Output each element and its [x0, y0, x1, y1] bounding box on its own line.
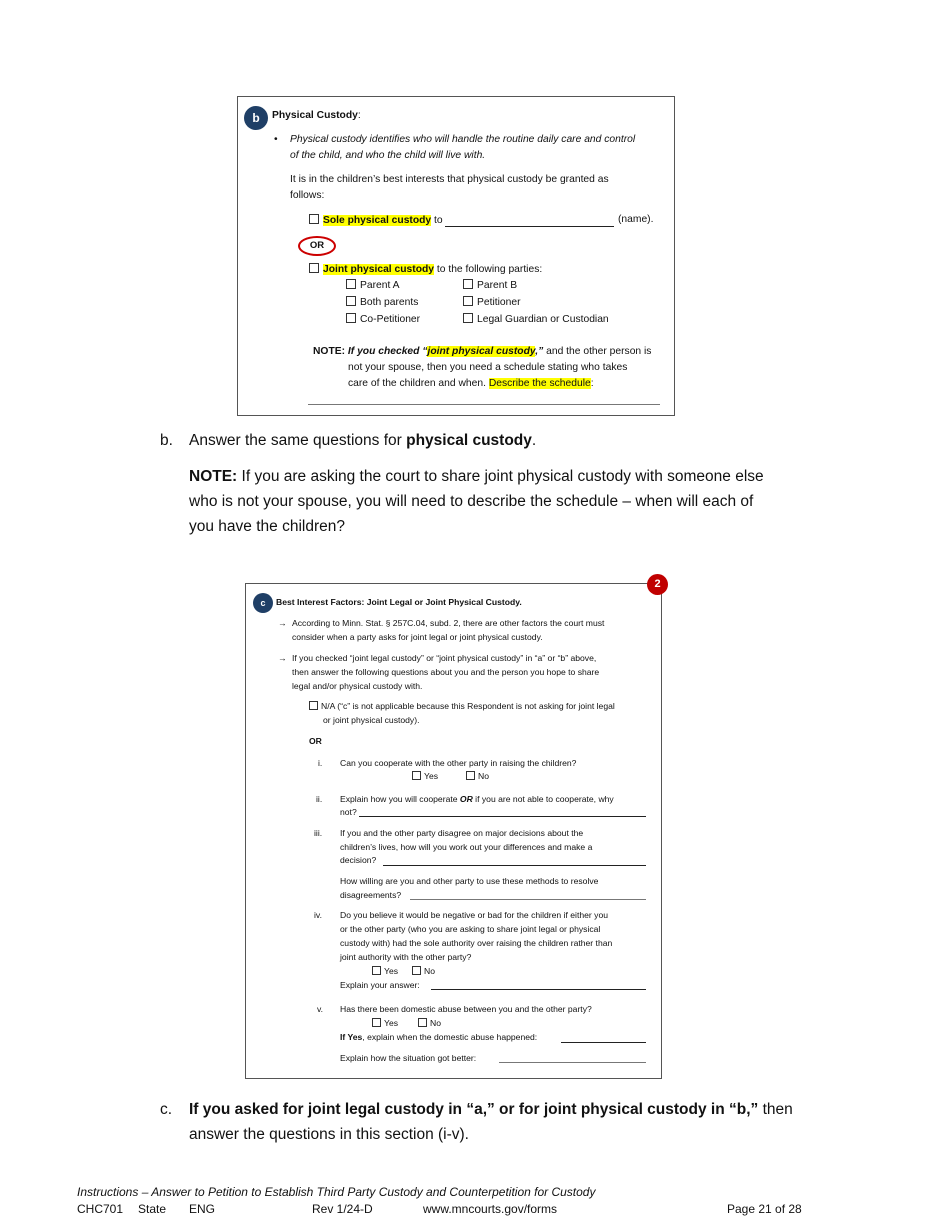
list-letter: c.	[160, 1101, 173, 1118]
footer-language: ENG	[189, 1202, 216, 1216]
text-line: then answer the following questions about you and the person you hope to share	[292, 667, 600, 677]
box-title: Physical Custody:	[272, 110, 361, 121]
box-title: Best Interest Factors: Joint Legal or Joint Physical Custody.	[276, 597, 522, 607]
yes-option[interactable]: Yes	[372, 966, 398, 976]
intro-text: follows:	[290, 190, 325, 201]
answer-blank[interactable]	[410, 899, 646, 900]
yes-option[interactable]: Yes	[412, 771, 438, 781]
checkbox[interactable]	[309, 214, 319, 224]
note-line: NOTE: If you checked “joint physical custody,” and the other person is	[313, 346, 652, 357]
question-text: not?	[340, 807, 357, 817]
para-b-note: who is not your spouse, you will need to describe the schedule – when will each of	[189, 493, 754, 510]
question-number: iv.	[314, 910, 322, 920]
question-text: Can you cooperate with the other party in raising the children?	[340, 758, 577, 768]
party-legal-guardian[interactable]: Legal Guardian or Custodian	[463, 313, 609, 325]
question-text: Explain how the situation got better:	[340, 1053, 477, 1063]
badge-label: b	[252, 111, 260, 125]
answer-blank[interactable]	[561, 1042, 646, 1043]
na-option[interactable]: N/A (“c” is not applicable because this Respondent is not asking for joint legal	[309, 701, 615, 711]
footer-title: Instructions – Answer to Petition to Establish Third Party Custody and Counterpetition for Custody	[77, 1185, 596, 1199]
para-b-note: you have the children?	[189, 518, 345, 535]
arrow-icon: →	[278, 653, 287, 663]
arrow-icon: →	[278, 618, 287, 628]
footer-state: State	[138, 1202, 167, 1216]
question-text: custody with) had the sole authority over raising the children rather than	[340, 938, 613, 948]
list-letter: b.	[160, 432, 173, 449]
footer-url[interactable]: www.mncourts.gov/forms	[423, 1202, 558, 1216]
party-petitioner[interactable]: Petitioner	[463, 296, 521, 308]
joint-custody-option[interactable]: Joint physical custody to the following parties:	[309, 263, 542, 275]
party-both-parents[interactable]: Both parents	[346, 296, 418, 308]
section-badge-b	[244, 106, 268, 130]
para-c-text: If you asked for joint legal custody in “a,” or for joint physical custody in “b,” then	[189, 1101, 793, 1118]
no-option[interactable]: No	[418, 1018, 441, 1028]
para-b-note: NOTE: If you are asking the court to share joint physical custody with someone else	[189, 468, 764, 485]
footer-form-code: CHC701	[77, 1202, 124, 1216]
question-number: i.	[318, 758, 323, 768]
question-text: Do you believe it would be negative or bad for the children if either you	[340, 910, 609, 920]
text-line: According to Minn. Stat. § 257C.04, subd. 2, there are other factors the court must	[292, 618, 605, 628]
question-text: Explain how you will cooperate OR if you are not able to cooperate, why	[340, 794, 614, 804]
para-b-text: Answer the same questions for physical custody.	[189, 432, 537, 449]
intro-text: It is in the children’s best interests that physical custody be granted as	[290, 174, 609, 185]
physical-custody-form-excerpt	[237, 96, 675, 416]
question-number: v.	[317, 1004, 324, 1014]
question-text: joint authority with the other party?	[340, 952, 472, 962]
question-number: ii.	[316, 794, 323, 804]
checkbox[interactable]	[309, 263, 319, 273]
party-parent-b[interactable]: Parent B	[463, 279, 517, 291]
no-option[interactable]: No	[466, 771, 489, 781]
footer-page-number: Page 21 of 28	[727, 1202, 802, 1216]
bullet-text: Physical custody identifies who will handle the routine daily care and control	[290, 134, 636, 145]
note-line: care of the children and when. Describe the schedule:	[348, 378, 594, 389]
text-line: If you checked “joint legal custody” or “joint physical custody” in “a” or “b” above,	[292, 653, 597, 663]
answer-blank[interactable]	[383, 865, 646, 866]
bullet-text: of the child, and who the child will live with.	[290, 150, 486, 161]
section-badge-c: c	[253, 593, 273, 613]
name-blank	[445, 226, 614, 227]
footer-revision: Rev 1/24-D	[312, 1202, 373, 1216]
answer-blank[interactable]	[431, 989, 646, 990]
callout-number-badge: 2	[647, 574, 668, 595]
name-label: (name).	[618, 214, 654, 225]
para-c-text: answer the questions in this section (i-v).	[189, 1126, 469, 1143]
question-text: Explain your answer:	[340, 980, 420, 990]
text-line: or joint physical custody).	[323, 715, 420, 725]
question-text: decision?	[340, 855, 377, 865]
party-parent-a[interactable]: Parent A	[346, 279, 400, 291]
note-line: not your spouse, then you need a schedule stating who takes	[348, 362, 628, 373]
text-line: legal and/or physical custody with.	[292, 681, 423, 691]
no-option[interactable]: No	[412, 966, 435, 976]
or-circled: OR	[298, 236, 336, 256]
question-text: disagreements?	[340, 890, 402, 900]
question-number: iii.	[314, 828, 323, 838]
best-interest-form-excerpt	[245, 583, 662, 1079]
sole-custody-option[interactable]: Sole physical custody to	[309, 214, 443, 226]
checkbox[interactable]	[309, 701, 318, 710]
question-text: Has there been domestic abuse between you and the other party?	[340, 1004, 592, 1014]
question-text: If Yes, explain when the domestic abuse happened:	[340, 1032, 538, 1042]
or-label: OR	[309, 736, 322, 746]
schedule-blank	[308, 404, 660, 405]
answer-blank[interactable]	[499, 1062, 646, 1063]
question-text: children’s lives, how will you work out your differences and make a	[340, 842, 593, 852]
party-co-petitioner[interactable]: Co-Petitioner	[346, 313, 420, 325]
question-text: How willing are you and other party to use these methods to resolve	[340, 876, 599, 886]
answer-blank[interactable]	[359, 816, 646, 817]
bullet-icon: •	[274, 134, 278, 145]
yes-option[interactable]: Yes	[372, 1018, 398, 1028]
question-text: If you and the other party disagree on major decisions about the	[340, 828, 584, 838]
text-line: consider when a party asks for joint legal or joint physical custody.	[292, 632, 543, 642]
question-text: or the other party (who you are asking to share joint legal or physical	[340, 924, 601, 934]
